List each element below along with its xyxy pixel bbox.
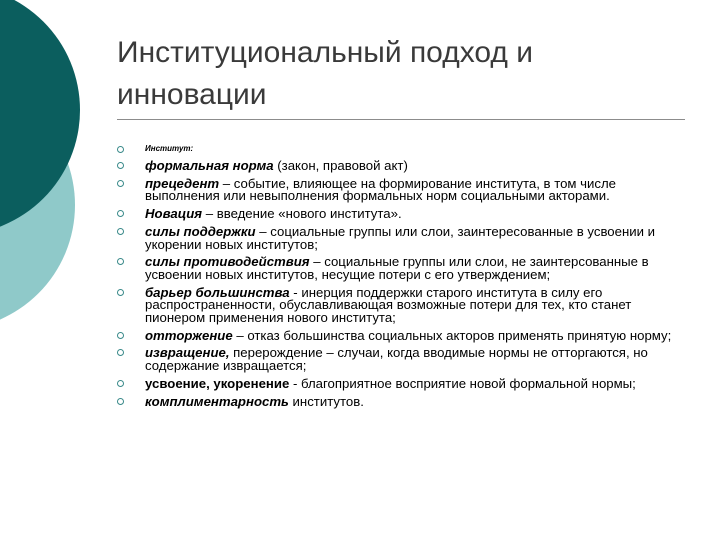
bullet-icon — [117, 210, 124, 217]
bullet-icon — [117, 228, 124, 235]
bullet-text: – социальные группы или слои, заинтересованные в усвоении и укорении новых институтов; — [145, 223, 656, 252]
bullet-text: – социальные группы или слои, не заинтерсованные в усвоении новых институтов, несущие потери с его утверждением; — [145, 254, 649, 282]
bullet-term: извращение, — [145, 345, 230, 361]
list-item — [113, 160, 688, 173]
slide-title: Институциональный подход и инновации — [117, 36, 534, 111]
bullet-text: - инерция поддержки старого института в силу его распространенности, обуславливающая возможные потери для тех, кто станет пионером применения нового института; — [145, 284, 632, 325]
bullet-term: барьер большинства — [145, 284, 290, 300]
list-item — [113, 223, 688, 252]
list-item — [113, 256, 688, 281]
decorative-circles — [0, 0, 110, 540]
bullet-icon — [117, 289, 124, 296]
list-item — [113, 327, 688, 343]
bullet-icon — [117, 332, 124, 339]
list-item — [113, 144, 688, 154]
bullet-text: – отказ большинства социальных акторов применять принятую норму; — [232, 327, 672, 343]
bullet-text: (закон, правовой акт) — [273, 158, 408, 173]
bullet-term: прецедент — [145, 175, 220, 191]
bullet-icon — [117, 146, 124, 153]
bullet-icon — [117, 258, 124, 265]
bullet-term: формальная норма — [145, 158, 274, 173]
bullet-term: Новация — [145, 206, 203, 222]
bullet-icon — [117, 162, 124, 169]
bullet-term: силы противодействия — [145, 254, 310, 270]
list-item — [113, 284, 688, 325]
bullet-text: перерождение – случаи, когда вводимые нормы не отторгаются, но содержание извращается; — [145, 345, 648, 374]
bullet-text: институтов. — [288, 393, 364, 409]
bullet-text: Институт: — [145, 144, 194, 153]
bullet-term: комплиментарность — [145, 393, 289, 409]
bullet-text: – введение «нового института». — [202, 206, 402, 222]
list-item — [113, 393, 688, 409]
bullet-term: отторжение — [145, 327, 233, 343]
list-item — [113, 208, 688, 221]
bullet-term: усвоение, укоренение — [145, 375, 290, 391]
bullet-list — [113, 144, 688, 413]
bullet-term: силы поддержки — [145, 223, 256, 239]
bullet-text: – событие, влияющее на формирование института, в том числе выполнения или невыполнения формальных норм социальными акторами. — [145, 175, 617, 204]
bullet-text: - благоприятное восприятие новой формальной нормы; — [289, 375, 636, 391]
bullet-icon — [117, 380, 124, 387]
list-item — [113, 375, 688, 391]
list-item — [113, 175, 688, 204]
list-item — [113, 347, 688, 372]
title-divider — [117, 119, 685, 120]
bullet-icon — [117, 349, 124, 356]
bullet-icon — [117, 398, 124, 405]
bullet-icon — [117, 180, 124, 187]
